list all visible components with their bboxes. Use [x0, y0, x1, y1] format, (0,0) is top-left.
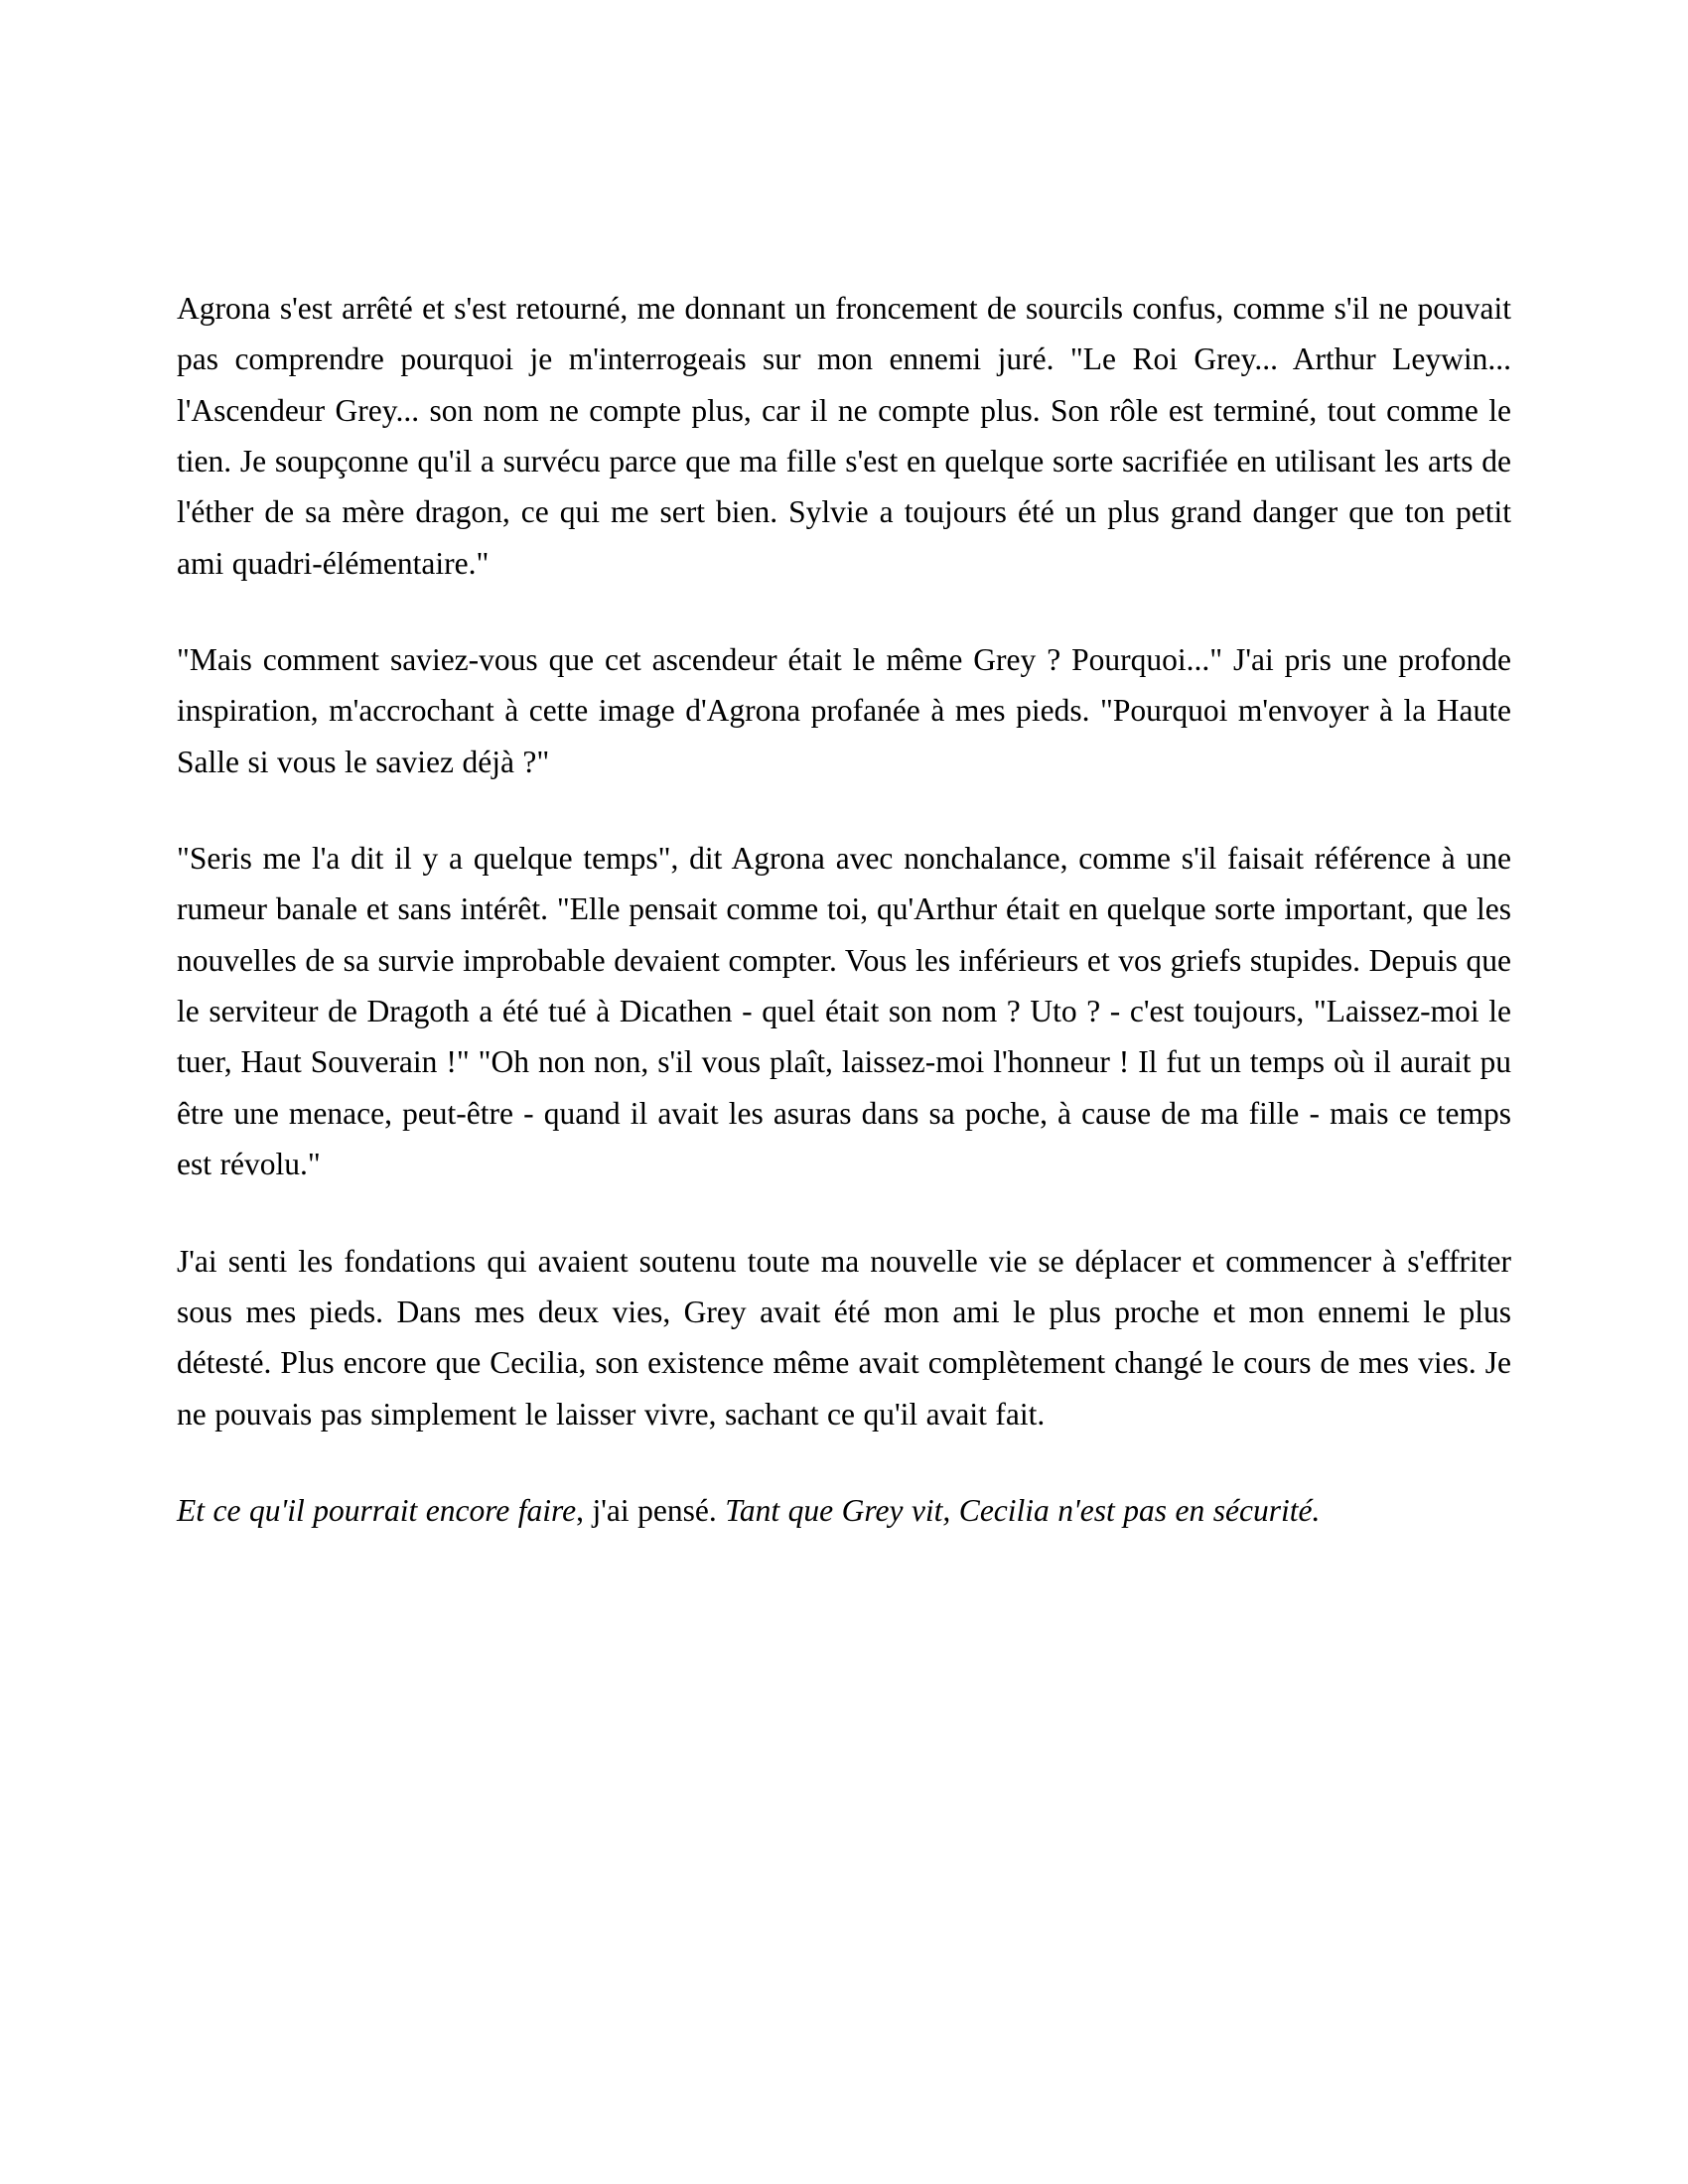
paragraph-4: J'ai senti les fondations qui avaient soutenu toute ma nouvelle vie se déplacer et commencer à s'effriter sous mes pieds. Dans mes deux vies, Grey avait été mon ami le plus proche et mon ennemi le plus détesté. Plus encore que Cecilia, son existence même avait complètement changé le cours de mes vies. Je ne pouvais pas simplement le laisser vivre, sachant ce qu'il avait fait. [177, 1243, 1511, 1432]
paragraph-5-thought-opening: Et ce qu'il pourrait encore faire [177, 1492, 577, 1528]
document-body [177, 283, 1511, 1536]
paragraph-1: Agrona s'est arrêté et s'est retourné, me donnant un froncement de sourcils confus, comme s'il ne pouvait pas comprendre pourquoi je m'interrogeais sur mon ennemi juré. "Le Roi Grey... Arthur Leywin... l'Ascendeur Grey... son nom ne compte plus, car il ne compte plus. Son rôle est terminé, tout comme le tien. Je soupçonne qu'il a survécu parce que ma fille s'est en quelque sorte sacrifiée en utilisant les arts de l'éther de sa mère dragon, ce qui me sert bien. Sylvie a toujours été un plus grand danger que ton petit ami quadri-élémentaire." [177, 291, 1511, 581]
paragraph-2: "Mais comment saviez-vous que cet ascendeur était le même Grey ? Pourquoi..." J'ai pris une profonde inspiration, m'accrochant à cette image d'Agrona profanée à mes pieds. "Pourquoi m'envoyer à la Haute Salle si vous le saviez déjà ?" [177, 642, 1511, 779]
paragraph-5-attribution: , j'ai pensé. [576, 1492, 726, 1528]
paragraph-5 [177, 1485, 1511, 1536]
paragraph-5-thought-closing: Tant que Grey vit, Cecilia n'est pas en sécurité. [725, 1492, 1321, 1528]
paragraph-3: "Seris me l'a dit il y a quelque temps", dit Agrona avec nonchalance, comme s'il faisait référence à une rumeur banale et sans intérêt. "Elle pensait comme toi, qu'Arthur était en quelque sorte important, que les nouvelles de sa survie improbable devaient compter. Vous les inférieurs et vos griefs stupides. Depuis que le serviteur de Dragoth a été tué à Dicathen - quel était son nom ? Uto ? - c'est toujours, "Laissez-moi le tuer, Haut Souverain !" "Oh non non, s'il vous plaît, laissez-moi l'honneur ! Il fut un temps où il aurait pu être une menace, peut-être - quand il avait les asuras dans sa poche, à cause de ma fille - mais ce temps est révolu." [177, 841, 1511, 1182]
